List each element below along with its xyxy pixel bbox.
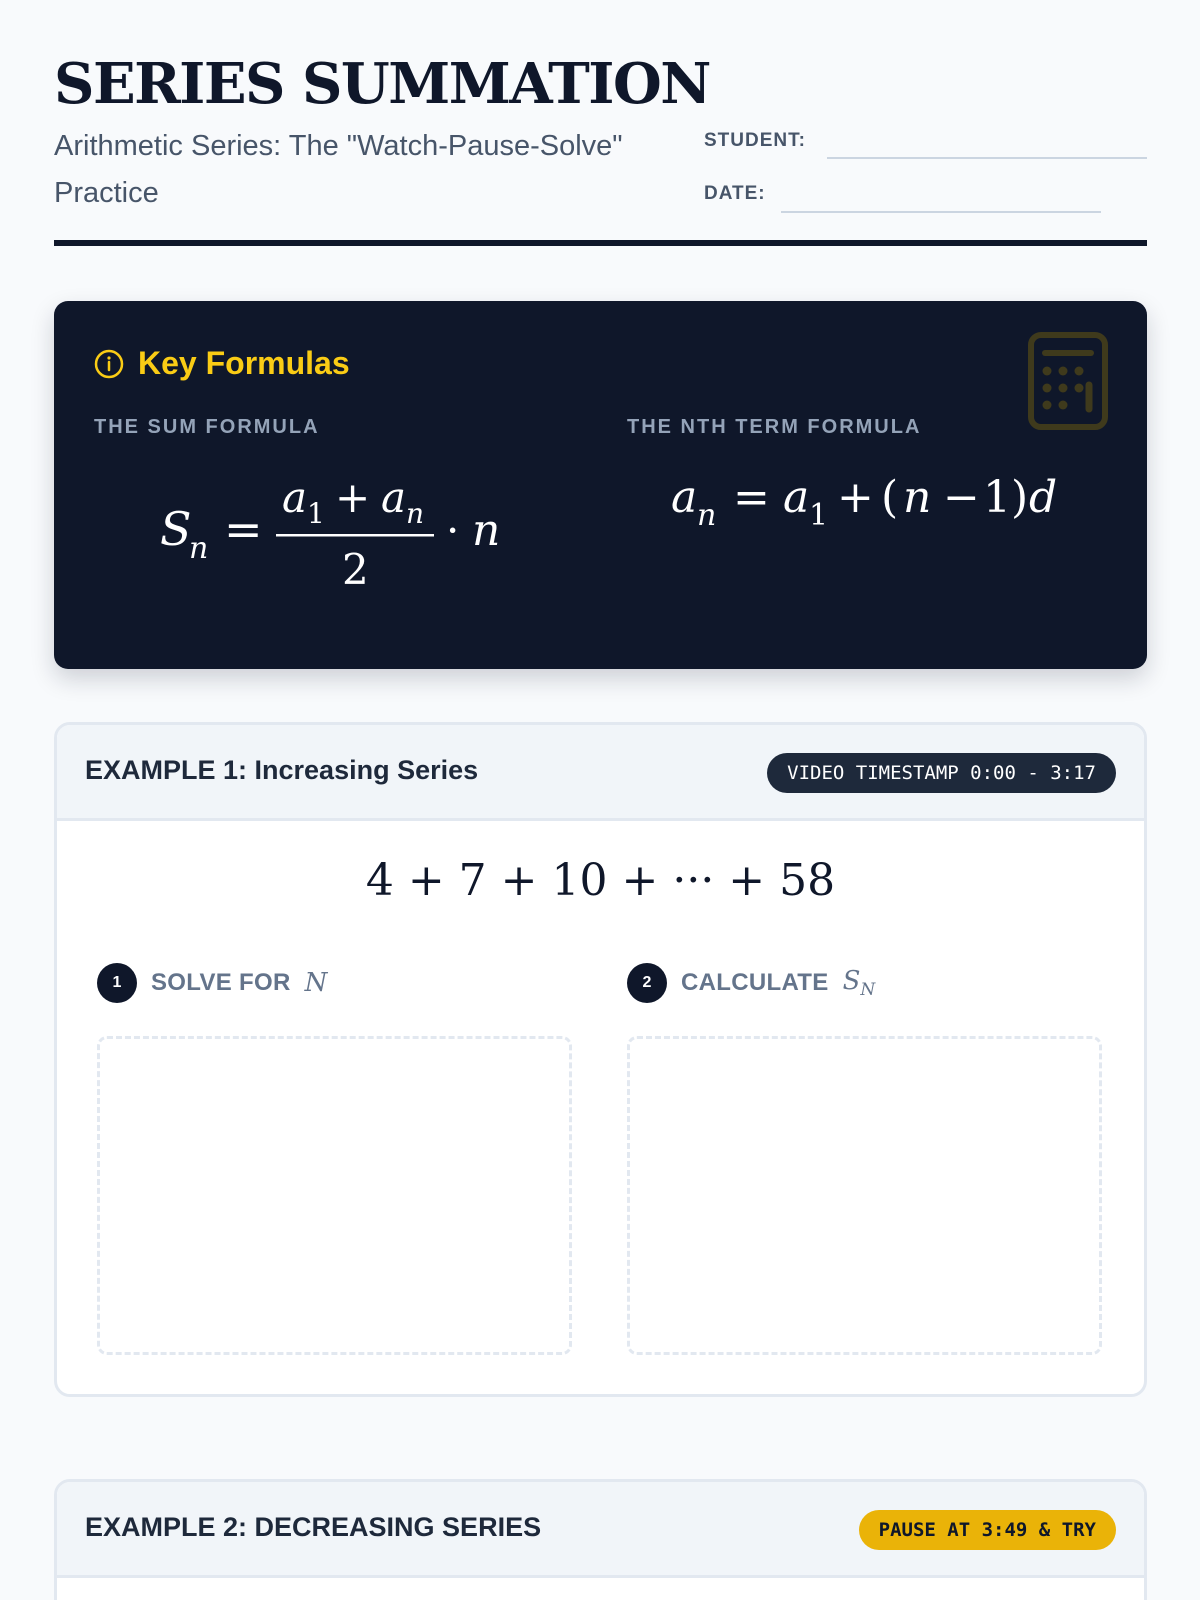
svg-text:+: + <box>335 473 371 522</box>
example-1-header <box>57 725 1144 821</box>
example-2-card <box>54 1479 1147 1600</box>
svg-text:=: = <box>733 472 770 523</box>
video-timestamp-badge[interactable]: VIDEO TIMESTAMP 0:00 - 3:17 <box>767 753 1116 793</box>
svg-text:a: a <box>282 473 308 522</box>
sum-formula-label: THE SUM FORMULA <box>94 416 320 438</box>
svg-text:+: + <box>837 472 874 523</box>
step-1-number: 1 <box>97 963 137 1003</box>
svg-text:1: 1 <box>307 497 325 530</box>
nth-term-formula-label: THE NTH TERM FORMULA <box>627 416 922 438</box>
svg-text:−: − <box>943 472 980 523</box>
svg-text:n: n <box>406 497 425 530</box>
date-label: DATE: <box>704 183 766 204</box>
key-formulas-title: Key Formulas <box>138 345 350 381</box>
svg-text:a: a <box>381 473 407 522</box>
page-title: SERIES SUMMATION <box>54 51 710 117</box>
step-2-label-group <box>627 963 875 1003</box>
step-2-work-area[interactable] <box>627 1036 1102 1355</box>
step-1-work-area[interactable] <box>97 1036 572 1355</box>
svg-text:=: = <box>224 502 263 556</box>
sum-formula <box>154 470 574 600</box>
student-name-field[interactable] <box>827 157 1147 159</box>
step-2-variable: $S_N$ <box>842 965 876 1001</box>
info-icon <box>94 349 124 379</box>
svg-text:n: n <box>189 531 209 566</box>
pause-badge[interactable]: PAUSE AT 3:49 & TRY <box>859 1510 1116 1550</box>
student-label: STUDENT: <box>704 130 806 151</box>
header-divider <box>54 240 1147 246</box>
key-formulas-heading <box>94 345 350 382</box>
page-subtitle: Arithmetic Series: The "Watch-Pause-Solve" Practice <box>54 130 623 209</box>
step-2-label: CALCULATE <box>681 969 829 996</box>
example-2-header <box>57 1482 1144 1578</box>
svg-text:2: 2 <box>342 545 369 594</box>
example-1-title: EXAMPLE 1: Increasing Series <box>85 755 479 785</box>
step-1-label-group <box>97 963 327 1003</box>
svg-text:n: n <box>697 498 717 533</box>
example-1-series: 4 + 7 + 10 + ··· + 58 <box>365 855 836 906</box>
calculator-icon <box>1027 331 1109 431</box>
step-1-variable: N <box>304 968 328 998</box>
svg-text:n: n <box>903 472 932 523</box>
svg-text:a: a <box>671 472 698 523</box>
step-2-number: 2 <box>627 963 667 1003</box>
svg-text:·: · <box>446 506 460 555</box>
svg-text:1): 1) <box>983 472 1029 523</box>
date-field[interactable] <box>781 211 1101 213</box>
svg-text:a: a <box>783 472 810 523</box>
svg-text:1: 1 <box>809 498 829 533</box>
nth-term-formula <box>671 470 1111 550</box>
svg-text:S: S <box>160 502 192 556</box>
example-2-title: EXAMPLE 2: DECREASING SERIES <box>85 1512 542 1542</box>
svg-text:n: n <box>472 505 501 556</box>
svg-text:d: d <box>1029 472 1058 523</box>
step-1-label: SOLVE FOR <box>151 969 291 996</box>
example-1-card <box>54 722 1147 1397</box>
svg-text:(: ( <box>881 472 899 523</box>
